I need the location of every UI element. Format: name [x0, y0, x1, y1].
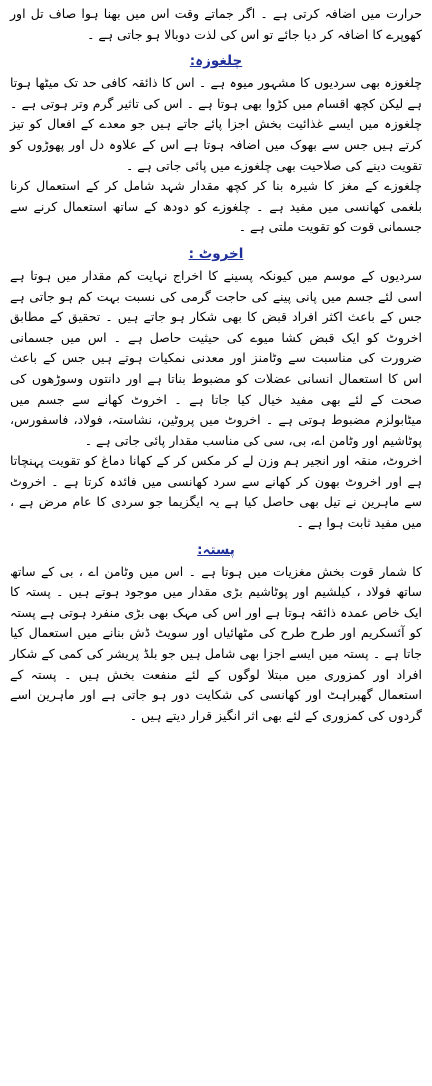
akhrot-paragraph-1: سردیوں کے موسم میں کیونکہ پسینے کا اخراج نہایت کم مقدار میں ہوتا ہے اسی لئے جسم میں پانی پینے کی حاجت گرمی کی نسبت بہت کم ہو جاتی ہے جس کے باعث اکثر افراد قبض کا بھی شکار ہو جاتے ہیں ۔ تحقیق کے مطابق اخروٹ کو ایک قبض کشا میوے کی حیثیت حاصل ہے ۔ اس میں جسمانی ضرورت کی مناسبت سے وٹامنز اور معدنی نمکیات ہوتے ہیں جس کے باعث اس کا استعمال انسانی عضلات کو مضبوط بناتا ہے اور دانتوں وسوڑھوں کی صحت کے لئے بھی مفید خیال کیا جاتا ہے ۔ اخروٹ کھانے سے جسم میں میٹابولزم مضبوط ہوتی ہے ۔ اخروٹ میں پروٹین، نشاستہ، فولاد، فاسفورس، پوٹاشیم اور وٹامن اے، بی، سی کی مناسب مقدار پائی جاتی ہے ۔ [10, 267, 422, 448]
section-pista [10, 540, 422, 727]
section-heading-chilgoza: چلغوزہ: [189, 53, 243, 70]
chilgoza-paragraph-1: چلغوزہ بھی سردیوں کا مشہور میوہ ہے ۔ اس کا ذائقہ کافی حد تک میٹھا ہوتا ہے لیکن کچھ اقسام میں کڑوا بھی ہوتا ہے ۔ اس کی تاثیر گرم وتر ہوتی ہے ۔ چلغوزہ میں ایسے غذائیت بخش اجزا پائے جاتے ہیں جو معدے کے افعال کو تیز کرتے ہیں جس سے بھوک میں اضافہ ہوتا ہے اس کے علاوہ دل اور پھوڑوں کو تقویت دینے کی صلاحیت بھی چلغوزے میں پائی جاتی ہے ۔ [10, 75, 422, 173]
section-chilgoza [10, 51, 422, 238]
chilgoza-paragraph-2: چلغوزے کے مغز کا شیرہ بنا کر کچھ مقدار شہد شامل کر کے استعمال کرنا بلغمی کھانسی میں مفید ہے ۔ چلغوزے کو دودھ کے ساتھ استعمال کرنے سے جسمانی قوت کو تقویت ملتی ہے ۔ [10, 178, 422, 235]
intro-paragraph: حرارت میں اضافہ کرتی ہے ۔ اگر جماتے وقت اس میں بھنا ہوا صاف تل اور کھوپرے کا اضافہ کر دیا جائے تو اس کی لذت دوبالا ہو جاتی ہے ۔ [10, 6, 422, 42]
section-akhrot [10, 244, 422, 534]
akhrot-paragraph-2: اخروٹ، منقہ اور انجیر ہم وزن لے کر مکس کر کے کھانا دماغ کو تقویت پہنچاتا ہے اور اخروٹ بھون کر کھانے سے سرد کھانسی میں فائدہ کرتا ہے ۔ اخروٹ سے ماہرین نے تیل بھی حاصل کیا ہے یہ ایگزیما جو سردی کا عام مرض ہے ، میں مفید ثابت ہوا ہے ۔ [10, 453, 422, 531]
section-heading-akhrot: اخروٹ : [188, 245, 244, 262]
pista-paragraph-1: کا شمار قوت بخش مغزیات میں ہوتا ہے ۔ اس میں وٹامن اے ، بی کے ساتھ ساتھ فولاد ، کیلشیم اور پوٹاشیم بڑی مقدار میں موجود ہوتے ہیں ۔ پستہ کا ایک خاص عمدہ ذائقہ ہوتا ہے اور اس کی مہک بھی بڑی منفرد ہوتی ہے پستہ کو آئسکریم اور طرح طرح کی مٹھائیاں اور سویٹ ڈش بنانے میں استعمال کیا جاتا ہے ۔ پستہ میں ایسے اجزا بھی شامل ہیں جو بلڈ پریشر کی کمی کے شکار افراد اور کمزوری میں مبتلا لوگوں کے لئے منفعت بخش ہیں ۔ پستہ کے استعمال گھبراہٹ اور کھانسی کی شکایت دور ہو جاتی ہے اور ماہرین اسے گردوں کی کمزوری کے لئے بھی اثر انگیز قرار دیتے ہیں ۔ [10, 563, 422, 723]
section-heading-pista: پستہ: [197, 541, 235, 558]
